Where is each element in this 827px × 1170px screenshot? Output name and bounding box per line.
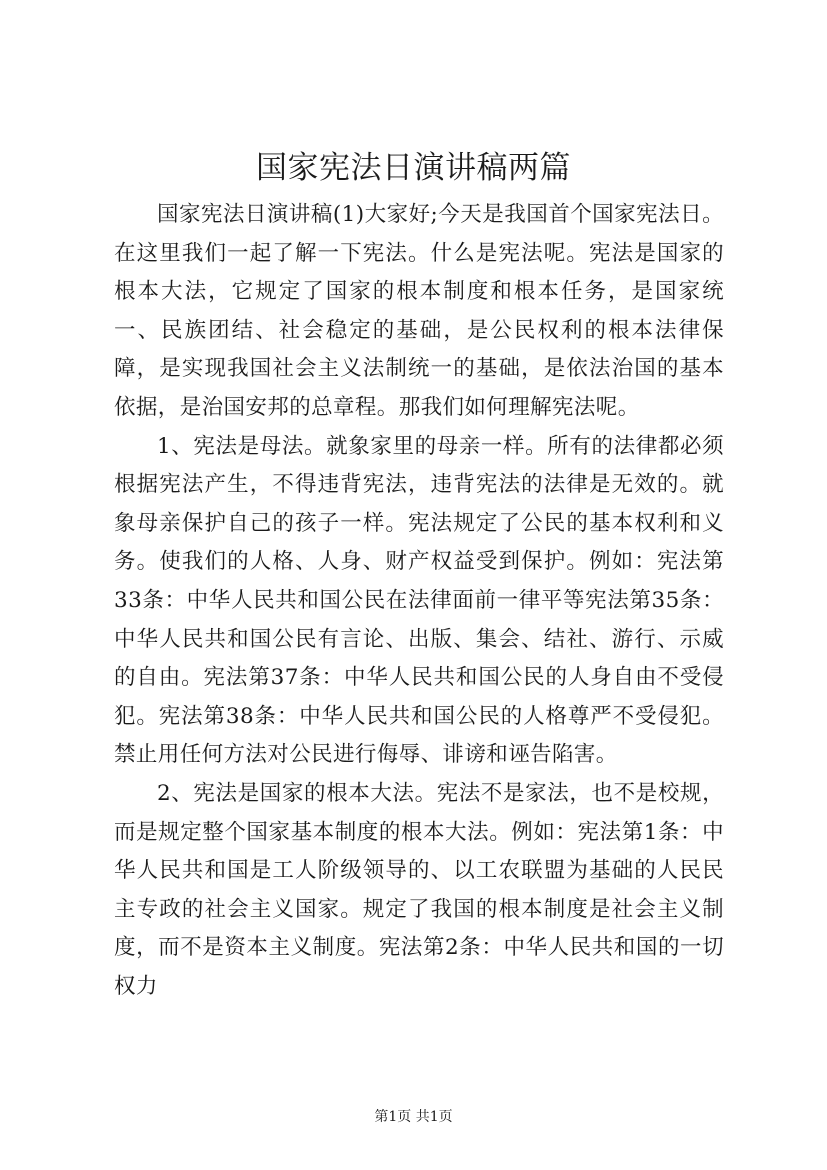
document-body xyxy=(114,196,724,1006)
document-title: 国家宪法日演讲稿两篇 xyxy=(256,150,571,186)
paragraph-point-2: 2、宪法是国家的根本大法。宪法不是家法，也不是校规，而是规定整个国家基本制度的根本大法。例如：宪法第1条：中华人民共和国是工人阶级领导的、以工农联盟为基础的人民民主专政的社会主义国家。规定了我国的根本制度是社会主义制度，而不是资本主义制度。宪法第2条：中华人民共和国的一切权力 xyxy=(114,780,724,999)
paragraph-intro: 国家宪法日演讲稿(1)大家好;今天是我国首个国家宪法日。在这里我们一起了解一下宪法。什么是宪法呢。宪法是国家的根本大法，它规定了国家的根本制度和根本任务，是国家统一、民族团结、社会稳定的基础，是公民权利的根本法律保障，是实现我国社会主义法制统一的基础，是依法治国的基本依据，是治国安邦的总章程。那我们如何理解宪法呢。 xyxy=(114,202,724,420)
paragraph-point-1: 1、宪法是母法。就象家里的母亲一样。所有的法律都必须根据宪法产生，不得违背宪法，违背宪法的法律是无效的。就象母亲保护自己的孩子一样。宪法规定了公民的基本权利和义务。使我们的人格、人身、财产权益受到保护。例如：宪法第33条：中华人民共和国公民在法律面前一律平等宪法第35条：中华人民共和国公民有言论、出版、集会、结社、游行、示威的自由。宪法第37条：中华人民共和国公民的人身自由不受侵犯。宪法第38条：中华人民共和国公民的人格尊严不受侵犯。禁止用任何方法对公民进行侮辱、诽谤和诬告陷害。 xyxy=(114,433,724,768)
page-footer: 第1页 共1页 xyxy=(374,1109,453,1125)
